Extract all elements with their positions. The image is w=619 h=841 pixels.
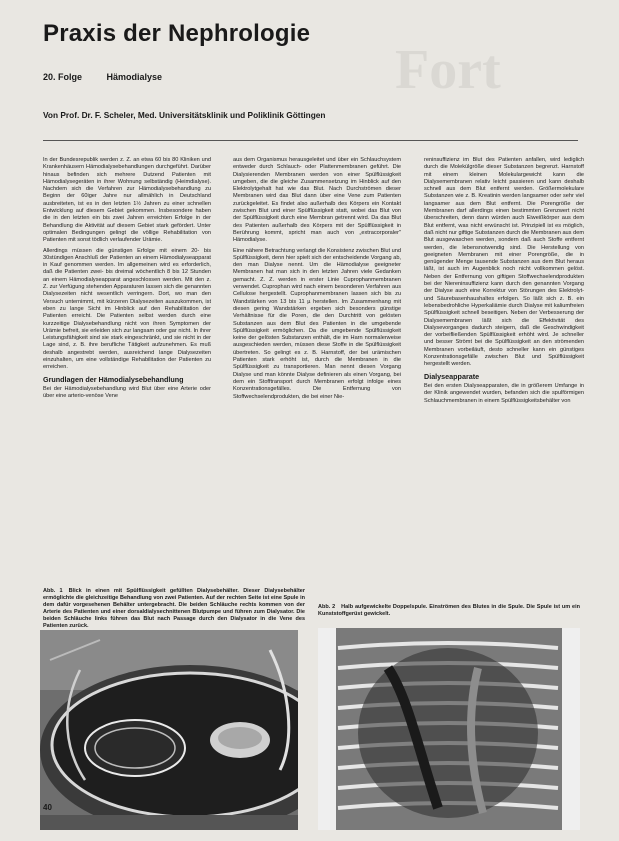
paragraph: In der Bundesrepublik werden z. Z. an etwa 60 bis 80 Kliniken und Krankenhäusern Hämodialysebehandlungen durchgeführt. Darüber hinaus befinden sich mehrere Dutzend Patienten mit Hämodialysegeräten in ihrer Wohnung selbständig (Heimdialyse). Nachdem sich die Verfahren zur Hämodialysebehandlung zu Beginn der 60iger Jahre nur allmählich in Deutschland ausbreiteten, ist es in den letzten 1½ Jahren zu einer schnellen Entwicklung auf diesem Gebiet gekommen. Insbesondere haben die in den letzten ein bis zwei Jahren erreichten Erfolge in der Behandlung die Aktivität auf diesem Gebiet stark gefördert. Unter optimalen Bedingungen gelingt die völlige Rehabilitation von Patienten mit sonst tödlich verlaufender Urämie. xyxy=(43,157,211,244)
page-title: Praxis der Nephrologie xyxy=(43,20,311,47)
bleed-through-text: Fort xyxy=(395,39,501,101)
series-number: 20. Folge xyxy=(43,72,83,82)
figure-2-caption xyxy=(318,604,580,618)
section-heading: Grundlagen der Hämodialysebehandlung xyxy=(43,374,184,384)
figure-2-caption-text: Halb aufgewickelte Doppelspule. Einströmen des Blutes in die Spule. Die Spule ist um ein Kunststoffgerüst gewickelt. xyxy=(318,604,580,617)
header-divider xyxy=(43,140,578,141)
section-heading: Dialyseapparate xyxy=(424,371,480,381)
series-line xyxy=(43,72,162,82)
author-line: Von Prof. Dr. F. Scheler, Med. Universitätsklinik und Poliklinik Göttingen xyxy=(43,110,326,120)
figure-1-photo xyxy=(40,630,298,830)
text-column-2 xyxy=(233,157,401,575)
series-topic: Hämodialyse xyxy=(106,72,163,82)
paragraph: Allerdings müssen die günstigen Erfolge mit einem 20- bis 30stündigen Anschluß der Patienten an einem Hämodialyseapparat in Kauf genommen werden. Im allgemeinen wird es erforderlich, daß die Patienten zwei- bis dreimal wöchentlich 8 bis 12 Stunden an einem Hämodialyseapparat angeschlossen werden. Mit den z. Z. zur Verfügung stehenden Apparaturen lassen sich die genannten Dialysezeiten nicht wesentlich verringern. Dort, wo man den Versuch unternimmt, mit kürzeren Dialysezeiten auszukommen, ist eben zu lange Sicht im Hinblick auf den Rehabilitation der Patienten erreicht. Die Patienten selbst werden durch eine kurzzeitige Dialysebehandlung nicht von ihren Symptomen der Urämie befreit, sie erleiden sich zur langsam oder gar nicht. In ihrer Leistungsfähigkeit sind sie stark eingeschränkt, und sie nicht in der Lage sind, z. B. ihre berufliche Tätigkeit aufzunehmen. Es muß deshalb angestrebt werden, ausreichend lange Dialysezeiten einzuhalten, um eine vollständige Rehabilitation der Patienten zu erreichen. xyxy=(43,247,211,371)
figure-2-label: Abb. 2 xyxy=(318,604,336,610)
paragraph: Eine nähere Betrachtung verlangt die Konsistenz zwischen Blut und Spülflüssigkeit, denn hier spielt sich der entscheidende Vorgang ab, den man Dialyse nennt. Um die Hämodialyse geeigneter Membranen hat man sich in den letzten Jahren viele Gedanken gemacht. Z. Z. werden in erster Linie Cuprophanmembranen verwendet. Cuprophan wird nach einem besonderen Verfahren aus Cellulose hergestellt. Cuprophanmembranen lassen sich bis zu Wandstärken von 13 bis 11 µ herstellen. Im Zusammenhang mit diesen gering Wandstärken ergeben sich besonders günstige Verhältnisse für die Poren, die den Durchtritt von gelösten Substanzen aus dem Blut des Patienten in die umgebende Spülflüssigkeit ermöglichen. Da die umgebende Spülflüssigkeit keine der gelösten Substanzen enthält, die im Harn normalerweise ausgeschieden werden, müssen diese Stoffe in die Spülflüssigkeit übertreten. So gelingt es z. B. Harnstoff, der bei urämischen Patienten stark erhöht ist, durch die Membranen in die Spülflüssigkeit zu transportieren. Man nennt diesen Vorgang Dialyse und man könnte Dialyse definieren als einen Vorgang, bei dem ein Stofftransport durch Membranen erfolgt infolge eines Konzentrationsgefälles. Die Entfernung von Stoffwechselendprodukten, die bei einer Nie- xyxy=(233,247,401,400)
figure-1-label: Abb. 1 xyxy=(43,588,63,594)
figure-1-caption-text: Blick in einen mit Spülflüssigkeit gefüllten Dialysebehälter. Dieser Dialysebehälter ermöglichte die gleichzeitige Behandlung von zwei Patienten. Auf der rechten Seite ist eine Spule in dem dafür vorgesehenen Behälter untergebracht. Die beiden Schläuche rechts kommen von der Arterie des Patienten und einer dorsaldialysechnittenen Blutpumpe und führen zum Dialysator. Die beiden Schläuche links führen das Blut nach Passage durch den Dialysator in die Vene des Patienten zurück. xyxy=(43,588,305,629)
page-number: 40 xyxy=(43,803,52,812)
paragraph: Bei den ersten Dialyseapparaten, die in größerem Umfange in der Klinik angewendet wurden, befanden sich die spulförmigen Schlauchmembranen in einem Spülflüssigkeitsbehälter von xyxy=(424,382,584,404)
paragraph: reninsuffizienz im Blut des Patienten anfallen, wird lediglich durch die Molekülgröße dieser Substanzen begrenzt. Harnstoff mit einem kleinen Molekulargewicht kann die Dialysemembranen relativ leicht passieren und kann deshalb schnell aus dem Blut entfernt werden. Größermolekulare Substanzen wie z. B. Kreatinin werden langsamer oder sehr viel langsamer aus dem Blut entfernt. Die Porengröße der Membranen darf allerdings einen bestimmten Grenzwert nicht überschreiten, denn dann würden auch Eiweißkörper aus dem Blut entfernt, was nicht erwünscht ist. Prinzipiell ist es möglich, daß nicht nur giftige Substanzen durch die Membranen aus dem Blut ausgewaschen werden, sondern daß auch Stoffe entfernt werden, die lebensnotwendig sind. Die Herstellung von geeigneten Membranen mit einer Porengröße, die in genügender Menge tausende Substanzen aus dem Blut heraus läßt, ist auch im Augenblick noch nicht vollkommen gelöst. Neben der Entfernung von giftigen Stoffwechselendprodukten bei der Niereninsuffizienz kann durch den genannten Vorgang der Dialyse auch eine Korrektur von Störungen des Elektrolyt- und Säurebasenhaushaltes erfolgen. So läßt sich z. B. ein lebensbedrohliche Hyperkaliämie durch Dialyse mit kaliumfreien Spülflüssigkeit schnell beseitigen. Neben der Verbesserung der Dialysemembranen läßt sich die Effektivität des Dialysevorganges dadurch steigern, daß die Geschwindigkeit der vorbeifließenden Spülflüssigkeit erhöht wird. Je schneller und besser Strömt bei die Spülflüssigkeit an den strömenden Membranen vorbeiläuft, desto schneller kann ein günstiges Konzentrationsgefälle zwischen Blut und Spülflüssigkeit hergestellt werden. xyxy=(424,157,584,368)
paragraph: aus dem Organismus herausgeleitet und über ein Schlauchsystem entweder durch Schlauch- oder Plattenmembranen geführt. Die Dialysierenden Membranen werden von einer Spülflüssigkeit umgeben, die die gleiche Zusammensetzung im Hinblick auf den Elektrolytgehalt hat wie das Blut. Nach Durchströmen dieser Membranen wird das Blut dann über eine Vene zum Patienten zurückgeleitet. Es findet also außerhalb des Körpers ein Kontakt zwischen Blut und einer Spülflüssigkeit statt, wobei das Blut von der Spülflüssigkeit durch eine Membran getrennt wird. Da das Blut des Patienten außerhalb des Körpers mit der Spülflüssigkeit in Berührung kommt, spricht man auch von „extracorporaler" Hämodialyse. xyxy=(233,157,401,244)
text-column-1 xyxy=(43,157,211,575)
text-column-3 xyxy=(424,157,584,575)
paragraph: Bei der Hämodialysebehandlung wird Blut über eine Arterie oder über eine arterio-venöse Vene xyxy=(43,385,211,400)
figure-2-photo xyxy=(318,628,580,830)
figure-1-caption xyxy=(43,588,305,630)
